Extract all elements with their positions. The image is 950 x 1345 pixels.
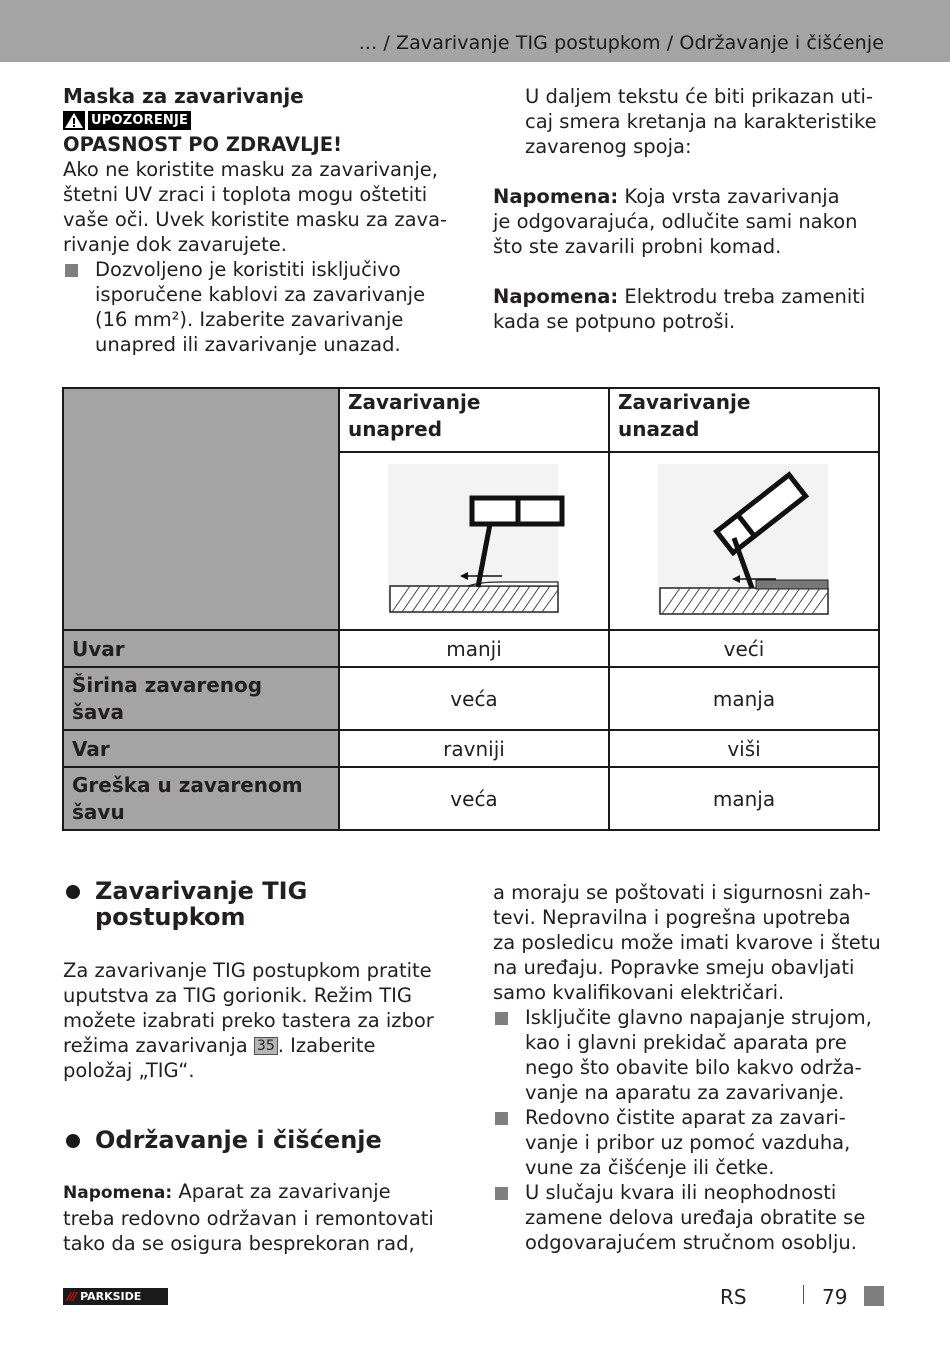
mask-section [63, 84, 463, 357]
maint-cont-line: za posledicu može imati kvarove i štetu [493, 931, 881, 954]
square-bullet-icon [495, 1187, 508, 1200]
cell-backward: manja [609, 767, 879, 830]
square-bullet-icon [65, 264, 78, 277]
row-label: Uvar [63, 630, 339, 667]
bullet-line: (16 mm²). Izaberite zavarivanje [95, 308, 404, 331]
mask-title: Maska za zavarivanje [63, 84, 304, 108]
note-line [493, 284, 888, 309]
tig-section [63, 878, 468, 1256]
cell-forward: ravniji [339, 730, 609, 767]
intro-line: zavarenog spoja: [525, 135, 692, 158]
page-number: 79 [822, 1285, 848, 1309]
breadcrumb: ... / Zavarivanje TIG postupkom / Održavanje i čišćenje [358, 32, 884, 54]
note-label: Napomena: [493, 185, 619, 208]
maint-line: tako da se osigura besprekoran rad, [63, 1232, 415, 1255]
warning-triangle-icon [63, 111, 85, 130]
tig-title: Zavarivanje TIG postupkom [63, 878, 468, 930]
tig-line: režima zavarivanja 35 . Izaberite [63, 1034, 376, 1057]
parkside-logo: /// PARKSIDE [63, 1288, 168, 1305]
ref-number-box: 35 [254, 1037, 278, 1055]
bullet-line: unapred ili zavarivanje unazad. [95, 333, 401, 356]
forward-welding-illustration [339, 452, 609, 630]
comparison-table [62, 387, 880, 831]
backward-welding-illustration [609, 452, 879, 630]
mask-text-line: štetni UV zraci i toplota mogu oštetiti [63, 183, 428, 206]
tig-line: uputstva za TIG gorionik. Režim TIG [63, 984, 413, 1007]
maint-line: Napomena: Aparat za zavarivanje [63, 1180, 391, 1203]
maint-bullet: U slučaju kvara ili neophodnosti zamene delova uređaja obratite se odgovarajućem stručnom osoblju. [493, 1180, 888, 1255]
row-label: Greška u zavarenom šavu [63, 767, 339, 830]
note-line: kada se potpuno potroši. [493, 310, 736, 333]
note-text: Koja vrsta zavarivanja [618, 185, 840, 208]
note-label: Napomena: [493, 285, 619, 308]
cell-backward: veći [609, 630, 879, 667]
maint-line: treba redovno održavan i remontovati [63, 1207, 434, 1230]
bullet-dot-icon [66, 1134, 80, 1148]
danger-heading: OPASNOST PO ZDRAVLJE! [63, 133, 342, 156]
table-corner [63, 388, 339, 630]
warning-row [63, 109, 463, 132]
bullet-line: isporučene kablovi za zavarivanje [95, 283, 426, 306]
row-label: Širina zavarenog šava [63, 667, 339, 730]
maint-cont-line: na uređaju. Popravke smeju obavljati [493, 956, 855, 979]
intro-section [493, 84, 888, 334]
maintenance-continued [493, 880, 888, 1255]
footer-divider [803, 1285, 804, 1304]
bullet-dot-icon [66, 885, 80, 899]
logo-stripes-icon: /// [67, 1290, 77, 1303]
cell-forward: veća [339, 667, 609, 730]
language-code: RS [720, 1285, 747, 1309]
square-bullet-icon [495, 1112, 508, 1125]
maint-cont-line: a moraju se poštovati i sigurnosni zah- [493, 881, 871, 904]
mask-bullet [63, 257, 463, 357]
maint-cont-line: samo kvalifikovani električari. [493, 981, 785, 1004]
tig-line: položaj „TIG“. [63, 1059, 195, 1082]
cell-backward: viši [609, 730, 879, 767]
tig-line: možete izabrati preko tastera za izbor [63, 1009, 434, 1032]
maint-cont-line: tevi. Nepravilna i pogrešna upotreba [493, 906, 851, 929]
cell-forward: veća [339, 767, 609, 830]
col-header-forward: Zavarivanje unapred [339, 388, 609, 452]
bullet-line: Dozvoljeno je koristiti isključivo [95, 258, 401, 281]
intro-line: U daljem tekstu će biti prikazan uti- [525, 85, 874, 108]
header-bar [0, 0, 950, 62]
page-marker-square [864, 1286, 884, 1306]
mask-text-line: rivanje dok zavarujete. [63, 233, 288, 256]
tig-line: Za zavarivanje TIG postupkom pratite [63, 959, 432, 982]
note-text: Elektrodu treba zameniti [618, 285, 866, 308]
row-label: Var [63, 730, 339, 767]
note-line [493, 184, 888, 209]
maint-bullet: Redovno čistite aparat za zavari- vanje i pribor uz pomoć vazduha, vune za čišćenje ili četke. [493, 1105, 888, 1180]
cell-forward: manji [339, 630, 609, 667]
maintenance-title: Održavanje i čišćenje [63, 1127, 468, 1153]
square-bullet-icon [495, 1012, 508, 1025]
mask-text-line: Ako ne koristite masku za zavarivanje, [63, 158, 438, 181]
note-line: što ste zavarili probni komad. [493, 235, 782, 258]
warning-label: UPOZORENJE [88, 111, 191, 130]
note-line: je odgovarajuća, odlučite sami nakon [493, 210, 858, 233]
maint-bullet: Isključite glavno napajanje strujom, kao i glavni prekidač aparata pre nego što obavite bilo kakvo održa- vanje na aparatu za zavarivanje. [493, 1005, 888, 1105]
note-label: Napomena: [63, 1183, 173, 1203]
mask-text-line: vaše oči. Uvek koristite masku za zava- [63, 208, 448, 231]
intro-line: caj smera kretanja na karakteristike [525, 110, 877, 133]
col-header-backward: Zavarivanje unazad [609, 388, 879, 452]
cell-backward: manja [609, 667, 879, 730]
